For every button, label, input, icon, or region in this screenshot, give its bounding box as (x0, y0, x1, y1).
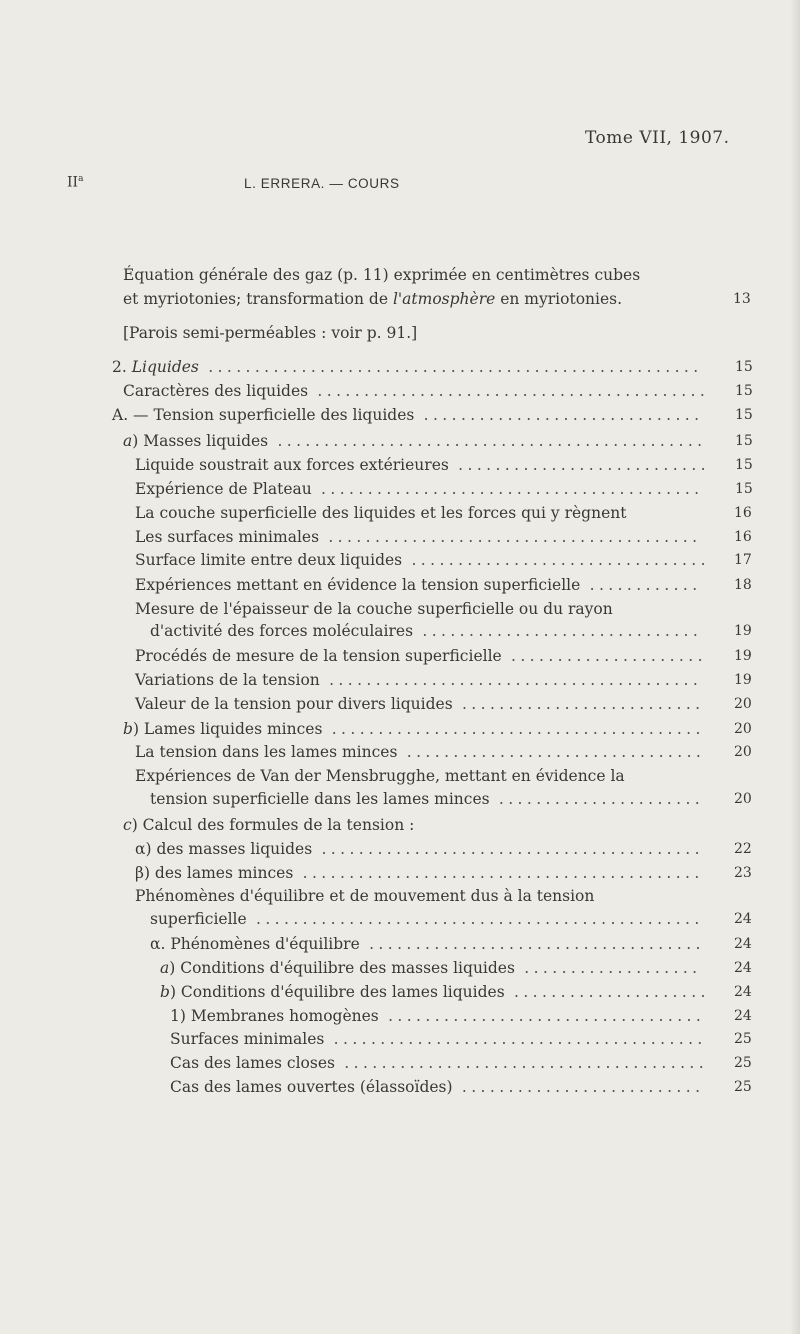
page-number: 20 (734, 721, 752, 737)
page-number: 23 (734, 865, 752, 881)
leader-dots: .................................... (359, 935, 705, 953)
toc-entry (112, 404, 753, 426)
toc-entry (135, 741, 752, 763)
toc-entry-text-italic: b (123, 720, 133, 738)
leader-dots: .............................. (414, 406, 704, 424)
toc-entry-text: Équation générale des gaz (p. 11) exprimée en centimètres cubes (123, 266, 641, 284)
toc-entry (170, 1052, 752, 1074)
leader-dots: ........................................ (322, 720, 705, 738)
toc-entry-text: α) des masses liquides (135, 840, 313, 858)
toc-entry-text: β) des lames minces (135, 864, 294, 882)
leader-dots: .............................................. (268, 432, 707, 450)
page-edge (790, 0, 800, 1334)
toc-entry (150, 933, 752, 955)
page-number: 20 (734, 791, 752, 807)
page-number: 20 (734, 744, 752, 760)
toc-entry (135, 526, 752, 548)
leader-dots: ................... (514, 959, 702, 977)
page-number: 24 (734, 1008, 752, 1024)
toc-entry-text: Liquide soustrait aux forces extérieures (135, 456, 449, 474)
toc-entry-text-after: ) Lames liquides minces (132, 720, 323, 738)
toc-entry-text: La couche superficielle des liquides et les forces qui y règnent (135, 504, 627, 522)
page-number: 13 (733, 291, 751, 307)
toc-entry (135, 862, 752, 884)
toc-entry-text: Variations de la tension (135, 671, 320, 689)
leader-dots: .................................. (378, 1007, 706, 1025)
toc-entry-text: Valeur de la tension pour divers liquides (135, 695, 453, 713)
toc-entry-text-italic: a (160, 959, 170, 977)
leader-dots: ........................................ (324, 1030, 707, 1048)
toc-entry-text: d'activité des forces moléculaires (150, 622, 414, 640)
page-number: 19 (734, 648, 752, 664)
toc-entry-text-italic: l'atmosphère (392, 290, 496, 308)
toc-entry (135, 669, 752, 691)
toc-entry-text-before: et myriotonies; transformation de (123, 290, 393, 308)
toc-entry (135, 574, 752, 596)
toc-entry-text: superficielle (150, 910, 247, 928)
leader-dots: .......................................... (308, 382, 710, 400)
toc-entry (135, 454, 753, 476)
toc-entry (150, 620, 752, 642)
toc-entry-text (123, 816, 414, 834)
page-number: 15 (735, 433, 753, 449)
toc-entry-text-after: en myriotonies. (495, 290, 623, 308)
toc-entry (123, 322, 417, 344)
toc-entry-text (160, 959, 515, 977)
page-number: 22 (734, 841, 752, 857)
leader-dots: ........................................ (319, 671, 703, 689)
toc-entry (135, 549, 752, 571)
toc-entry-text: Phénomènes d'équilibre et de mouvement dus à la tension (135, 887, 595, 905)
toc-entry (123, 288, 751, 310)
page-number: 24 (734, 960, 752, 976)
page-number: 25 (734, 1031, 752, 1047)
toc-entry (123, 380, 753, 402)
page-number: 15 (735, 407, 753, 423)
toc-entry (135, 885, 594, 907)
toc-entry-text: A. — Tension superficielle des liquides (112, 406, 415, 424)
toc-entry-text: Mesure de l'épaisseur de la couche superficielle ou du rayon (135, 600, 613, 618)
page-number: 24 (734, 984, 752, 1000)
page-number: 17 (734, 552, 752, 568)
toc-entry-text-after: ) Conditions d'équilibre des lames liquides (169, 983, 505, 1001)
toc-entry-text (123, 290, 622, 308)
toc-entry (123, 718, 752, 740)
toc-entry-text: Surfaces minimales (170, 1030, 325, 1048)
page-number: 25 (734, 1079, 752, 1095)
toc-entry-text: tension superficielle dans les lames minces (150, 790, 490, 808)
toc-entry-text: Expériences de Van der Mensbrugghe, mettant en évidence la (135, 767, 625, 785)
toc-entry (160, 981, 752, 1003)
page-number: 24 (734, 936, 752, 952)
toc-entry-text: 1) Membranes homogènes (170, 1007, 379, 1025)
toc-entry (112, 356, 753, 378)
toc-entry-text: Expériences mettant en évidence la tension superficielle (135, 576, 581, 594)
volume-header: Tome VII, 1907. (585, 128, 730, 148)
toc-entry (123, 814, 414, 836)
leader-dots: ....................................... (334, 1054, 709, 1072)
toc-entry (135, 478, 753, 500)
toc-entry-text: La tension dans les lames minces (135, 743, 398, 761)
toc-entry-text: Cas des lames ouvertes (élassoïdes) (170, 1078, 453, 1096)
leader-dots: ................................ (397, 743, 706, 761)
toc-entry (170, 1028, 752, 1050)
leader-dots: ..................................................... (198, 358, 703, 376)
toc-entry (123, 430, 753, 452)
leader-dots: ........................... (448, 456, 710, 474)
toc-entry-text (160, 983, 505, 1001)
toc-entry-text: Les surfaces minimales (135, 528, 320, 546)
toc-entry-text: Expérience de Plateau (135, 480, 312, 498)
toc-entry (170, 1005, 752, 1027)
toc-entry (135, 598, 613, 620)
toc-entry (135, 693, 752, 715)
page-number: 24 (734, 911, 752, 927)
running-title: L. ERRERA. — COURS (244, 176, 400, 191)
leader-dots: ................................................ (246, 910, 704, 928)
page-number: 15 (735, 457, 753, 473)
leader-dots: .............................. (413, 622, 703, 640)
page-number: 15 (735, 383, 753, 399)
leader-dots: .......................... (452, 1078, 705, 1096)
toc-entry-text-italic: a (123, 432, 133, 450)
toc-entry-text: [Parois semi-perméables : voir p. 91.] (123, 324, 418, 342)
toc-entry-text-italic: c (123, 816, 132, 834)
toc-entry (150, 788, 752, 810)
toc-entry-text: Procédés de mesure de la tension superficielle (135, 647, 502, 665)
signature-sup: a (78, 174, 84, 184)
page-number: 19 (734, 623, 752, 639)
leader-dots: .......................... (452, 695, 705, 713)
toc-entry (135, 765, 625, 787)
signature-number: II (67, 174, 79, 191)
leader-dots: ........................................ (319, 528, 702, 546)
toc-entry-text: Caractères des liquides (123, 382, 309, 400)
leader-dots: ................................ (402, 551, 710, 569)
toc-entry-text-after: ) Calcul des formules de la tension : (131, 816, 415, 834)
leader-dots: ...................... (489, 790, 705, 808)
toc-entry-text (112, 358, 199, 376)
leader-dots: ........................................... (293, 864, 704, 882)
toc-entry-text: Cas des lames closes (170, 1054, 335, 1072)
toc-entry-text (123, 432, 268, 450)
toc-entry-text-before: 2. (112, 358, 132, 376)
page-number: 15 (735, 481, 753, 497)
leader-dots: ............ (580, 576, 702, 594)
toc-entry (170, 1076, 752, 1098)
leader-dots: ..................... (504, 983, 710, 1001)
toc-entry-text (123, 720, 322, 738)
toc-entry-text-italic: b (160, 983, 170, 1001)
toc-entry (135, 645, 752, 667)
page-number: 15 (735, 359, 753, 375)
leader-dots: ..................... (501, 647, 707, 665)
page-number: 20 (734, 696, 752, 712)
page-number: 16 (734, 505, 752, 521)
leader-dots: ......................................... (311, 480, 704, 498)
toc-entry (123, 264, 640, 286)
toc-entry (150, 908, 752, 930)
page-number: 16 (734, 529, 752, 545)
page-number: 19 (734, 672, 752, 688)
page-number: 18 (734, 577, 752, 593)
toc-entry-text-italic: Liquides (131, 358, 199, 376)
leader-dots: ......................................... (312, 840, 704, 858)
toc-entry (160, 957, 752, 979)
toc-entry-text-after: ) Conditions d'équilibre des masses liquides (169, 959, 515, 977)
toc-entry-text: Surface limite entre deux liquides (135, 551, 403, 569)
toc-entry (135, 838, 752, 860)
toc-entry-text-after: ) Masses liquides (132, 432, 269, 450)
page-number: 25 (734, 1055, 752, 1071)
toc-entry-text: α. Phénomènes d'équilibre (150, 935, 360, 953)
toc-entry (135, 502, 752, 524)
signature-mark (67, 174, 83, 191)
